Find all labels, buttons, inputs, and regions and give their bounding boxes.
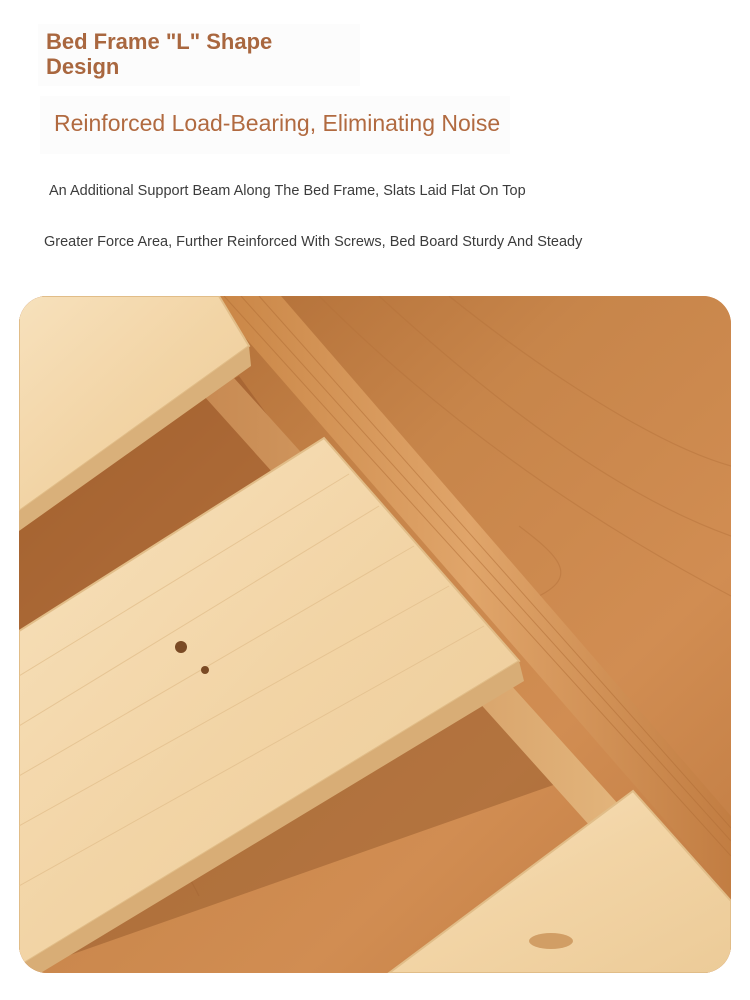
description-line-1: An Additional Support Beam Along The Bed Frame, Slats Laid Flat On Top bbox=[49, 183, 526, 199]
product-photo-bed-slats bbox=[19, 296, 731, 973]
page-subtitle: Reinforced Load-Bearing, Eliminating Noise bbox=[54, 110, 501, 136]
bed-frame-illustration bbox=[19, 296, 731, 973]
description-line-2: Greater Force Area, Further Reinforced With Screws, Bed Board Sturdy And Steady bbox=[44, 234, 583, 250]
wood-knot-3 bbox=[529, 933, 573, 949]
page-title: Bed Frame "L" Shape Design bbox=[46, 29, 273, 79]
wood-knot-1 bbox=[175, 641, 187, 653]
wood-knot-2 bbox=[201, 666, 209, 674]
